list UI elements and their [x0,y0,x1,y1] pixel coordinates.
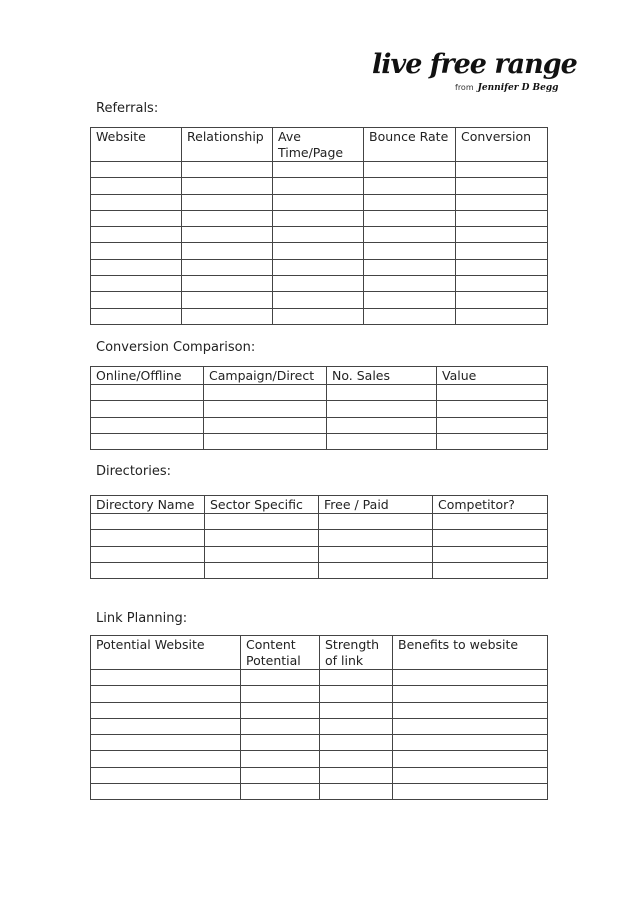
table-row [91,162,548,178]
blank-cell[interactable] [393,751,548,767]
blank-cell[interactable] [456,178,548,194]
blank-cell[interactable] [91,718,241,734]
blank-cell[interactable] [182,276,273,292]
blank-cell[interactable] [320,702,393,718]
column-header: Potential Website [91,636,241,670]
directories-table [90,495,548,579]
blank-cell[interactable] [437,417,548,433]
column-header: Directory Name [91,496,205,514]
column-header: Online/Offline [91,367,204,385]
blank-cell[interactable] [456,292,548,308]
blank-cell[interactable] [182,194,273,210]
table-row [91,735,548,751]
column-header: Bounce Rate [364,128,456,162]
column-header: Competitor? [433,496,548,514]
blank-cell[interactable] [393,784,548,800]
table-row [91,178,548,194]
blank-cell[interactable] [320,767,393,783]
table-row [91,530,548,546]
section-title-referrals: Referrals: [96,101,159,116]
blank-cell[interactable] [364,194,456,210]
blank-cell[interactable] [320,751,393,767]
table-row [91,670,548,686]
blank-cell[interactable] [456,210,548,226]
blank-cell[interactable] [273,210,364,226]
blank-cell[interactable] [437,401,548,417]
blank-cell[interactable] [364,178,456,194]
blank-cell[interactable] [241,751,320,767]
blank-cell[interactable] [91,546,205,562]
blank-cell[interactable] [364,243,456,259]
table-row [91,433,548,449]
blank-cell[interactable] [182,308,273,324]
blank-cell[interactable] [456,227,548,243]
blank-cell[interactable] [319,530,433,546]
section-title-link-planning: Link Planning: [96,611,188,626]
blank-cell[interactable] [273,276,364,292]
blank-cell[interactable] [433,514,548,530]
blank-cell[interactable] [91,670,241,686]
blank-cell[interactable] [91,562,205,578]
table-row [91,546,548,562]
blank-cell[interactable] [273,292,364,308]
brand-logo: live free range [372,49,577,80]
table-row [91,227,548,243]
blank-cell[interactable] [327,433,437,449]
blank-cell[interactable] [320,784,393,800]
blank-cell[interactable] [320,670,393,686]
blank-cell[interactable] [393,767,548,783]
blank-cell[interactable] [273,259,364,275]
blank-cell[interactable] [241,735,320,751]
blank-cell[interactable] [437,433,548,449]
blank-cell[interactable] [273,308,364,324]
blank-cell[interactable] [91,243,182,259]
blank-cell[interactable] [204,433,327,449]
blank-cell[interactable] [364,227,456,243]
column-header: Campaign/Direct [204,367,327,385]
blank-cell[interactable] [456,194,548,210]
blank-cell[interactable] [456,162,548,178]
table-row [91,702,548,718]
blank-cell[interactable] [182,292,273,308]
table-row [91,385,548,401]
blank-cell[interactable] [91,735,241,751]
blank-cell[interactable] [320,718,393,734]
link-planning-table [90,635,548,800]
table-row [91,243,548,259]
blank-cell[interactable] [320,686,393,702]
blank-cell[interactable] [205,530,319,546]
blank-cell[interactable] [91,210,182,226]
blank-cell[interactable] [91,433,204,449]
blank-cell[interactable] [91,784,241,800]
brand-byline [455,83,558,93]
blank-cell[interactable] [241,784,320,800]
section-title-conversion-comparison: Conversion Comparison: [96,340,256,355]
blank-cell[interactable] [241,718,320,734]
blank-cell[interactable] [205,562,319,578]
column-header: Free / Paid [319,496,433,514]
blank-cell[interactable] [273,194,364,210]
blank-cell[interactable] [91,292,182,308]
blank-cell[interactable] [433,562,548,578]
blank-cell[interactable] [91,702,241,718]
table-row [91,401,548,417]
blank-cell[interactable] [456,308,548,324]
blank-cell[interactable] [91,514,205,530]
blank-cell[interactable] [327,401,437,417]
blank-cell[interactable] [91,686,241,702]
column-header: No. Sales [327,367,437,385]
table-row [91,718,548,734]
blank-cell[interactable] [364,276,456,292]
column-header: Relationship [182,128,273,162]
blank-cell[interactable] [437,385,548,401]
blank-cell[interactable] [273,178,364,194]
blank-cell[interactable] [393,702,548,718]
blank-cell[interactable] [456,276,548,292]
blank-cell[interactable] [456,259,548,275]
blank-cell[interactable] [364,210,456,226]
blank-cell[interactable] [205,514,319,530]
blank-cell[interactable] [273,162,364,178]
blank-cell[interactable] [393,735,548,751]
blank-cell[interactable] [364,292,456,308]
table-row [91,292,548,308]
blank-cell[interactable] [204,401,327,417]
table-row [91,562,548,578]
blank-cell[interactable] [91,227,182,243]
signature: Jennifer D Begg [477,83,559,93]
blank-cell[interactable] [182,210,273,226]
table-row [91,210,548,226]
blank-cell[interactable] [319,514,433,530]
table-header-row [91,367,548,385]
table-row [91,514,548,530]
table-header-row [91,636,548,670]
blank-cell[interactable] [182,243,273,259]
blank-cell[interactable] [241,686,320,702]
column-header: Content Potential [241,636,320,670]
blank-cell[interactable] [91,276,182,292]
blank-cell[interactable] [241,767,320,783]
column-header: Benefits to website [393,636,548,670]
blank-cell[interactable] [204,385,327,401]
table-header-row [91,128,548,162]
blank-cell[interactable] [182,259,273,275]
blank-cell[interactable] [91,308,182,324]
blank-cell[interactable] [319,546,433,562]
blank-cell[interactable] [320,735,393,751]
blank-cell[interactable] [204,417,327,433]
blank-cell[interactable] [393,718,548,734]
column-header: Sector Specific [205,496,319,514]
blank-cell[interactable] [433,546,548,562]
table-row [91,751,548,767]
table-row [91,767,548,783]
blank-cell[interactable] [433,530,548,546]
blank-cell[interactable] [182,162,273,178]
blank-cell[interactable] [327,385,437,401]
blank-cell[interactable] [91,530,205,546]
blank-cell[interactable] [91,259,182,275]
table-row [91,308,548,324]
blank-cell[interactable] [393,686,548,702]
column-header: Website [91,128,182,162]
table-row [91,276,548,292]
column-header: Value [437,367,548,385]
byline-from: from [455,83,474,92]
column-header: Conversion [456,128,548,162]
table-row [91,784,548,800]
table-header-row [91,496,548,514]
blank-cell[interactable] [456,243,548,259]
blank-cell[interactable] [91,162,182,178]
blank-cell[interactable] [364,259,456,275]
blank-cell[interactable] [91,417,204,433]
blank-cell[interactable] [91,194,182,210]
blank-cell[interactable] [91,767,241,783]
blank-cell[interactable] [273,243,364,259]
conversion-comparison-table [90,366,548,450]
table-row [91,259,548,275]
blank-cell[interactable] [393,670,548,686]
column-header: Ave Time/Page [273,128,364,162]
blank-cell[interactable] [241,670,320,686]
referrals-table [90,127,548,325]
blank-cell[interactable] [205,546,319,562]
blank-cell[interactable] [273,227,364,243]
blank-cell[interactable] [182,178,273,194]
blank-cell[interactable] [182,227,273,243]
table-row [91,194,548,210]
blank-cell[interactable] [327,417,437,433]
blank-cell[interactable] [91,751,241,767]
blank-cell[interactable] [241,702,320,718]
blank-cell[interactable] [319,562,433,578]
table-row [91,417,548,433]
blank-cell[interactable] [91,178,182,194]
blank-cell[interactable] [91,385,204,401]
blank-cell[interactable] [364,162,456,178]
column-header: Strength of link [320,636,393,670]
section-title-directories: Directories: [96,464,171,479]
blank-cell[interactable] [364,308,456,324]
table-row [91,686,548,702]
blank-cell[interactable] [91,401,204,417]
